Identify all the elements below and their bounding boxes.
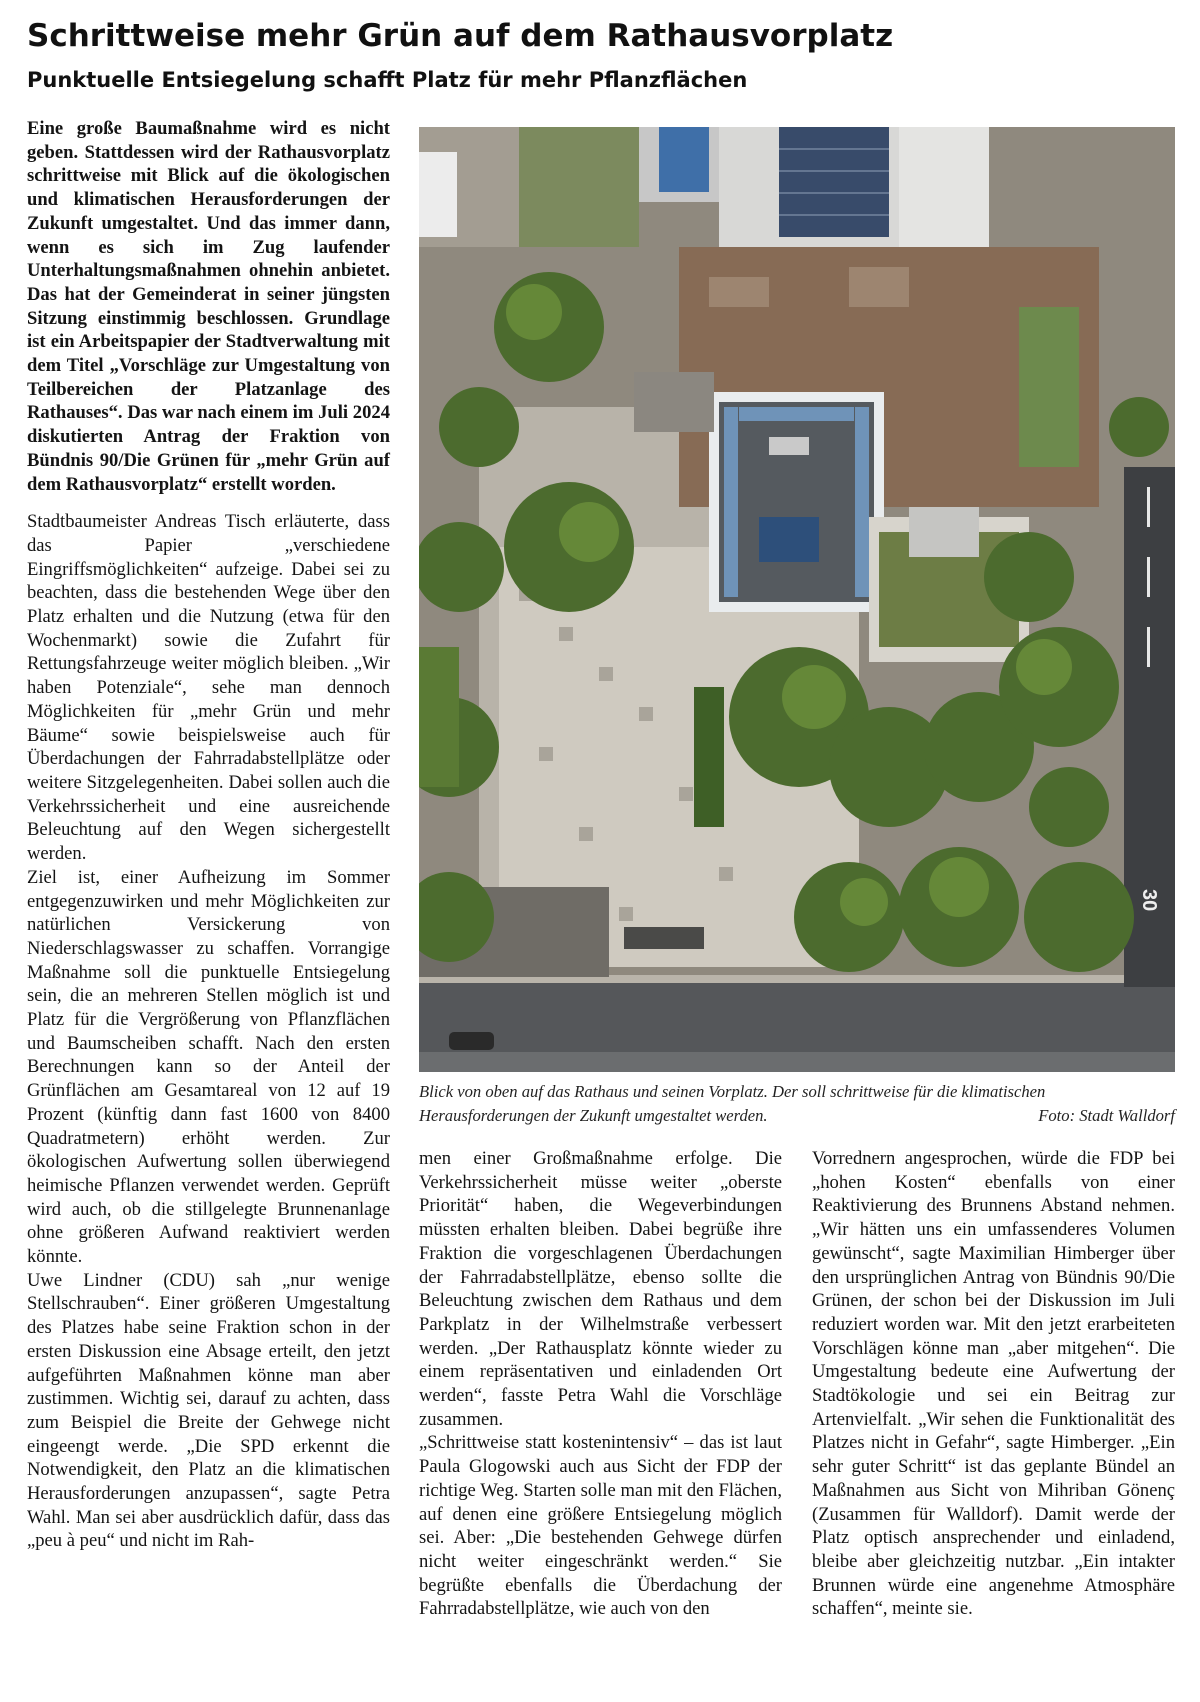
photo-credit: Foto: Stadt Walldorf (1038, 1106, 1175, 1125)
column-1 (27, 117, 390, 1553)
body-paragraph: Stadtbaumeister Andreas Tisch erläuterte, dass das Papier „verschiedene Eingriffsmöglichkeiten“ aufzeige. Dabei sei zu beachten, dass die bestehenden Wege über den Platz erhalten und die Nutzung (etwa für den Wochenmarkt) sowie die Zufahrt für Rettungsfahrzeuge weiter möglich bleiben. „Wir haben Potenziale“, sehe man dennoch Möglichkeiten für „mehr Grün und mehr Bäume“ sowie beispielsweise auch für Überdachungen der Fahrradabstellplätze oder weitere Sitzgelegenheiten. Dabei sollen auch die Verkehrssicherheit und eine ausreichende Beleuchtung auf den Wegen sichergestellt werden. (27, 511, 390, 865)
photo-caption (419, 1080, 1175, 1128)
aerial-photo (419, 127, 1175, 1072)
subheadline: Punktuelle Entsiegelung schafft Platz für mehr Pflanzflächen (27, 68, 748, 92)
column-3 (812, 1147, 1175, 1621)
body-paragraph: Vorrednern angesprochen, würde die FDP bei „hohen Kosten“ ebenfalls von einer Reaktivierung des Brunnens Abstand nehmen. „Wir hätten uns ein umfassenderes Volumen gewünscht“, sagte Maximilian Himberger über den ursprünglichen Antrag von Bündnis 90/Die Grünen, der schon bei der Diskussion im Juli reduziert worden war. Mit den jetzt erarbeiteten Vorschlägen könne man „aber mitgehen“. Die Umgestaltung bedeute eine Aufwertung der Stadtökologie und sei ein Beitrag zur Artenvielfalt. „Wir sehen die Funktionalität des Platzes nicht in Gefahr“, sagte Himberger. „Ein sehr guter Schritt“ ist das geplante Bündel an Maßnahmen aus Sicht von Mihriban Gönenç (Zusammen für Walldorf). Damit werde der Platz optisch ansprechender und einladend, bleibe aber gleichzeitig nutzbar. „Ein intakter Brunnen würde eine angenehme Atmosphäre schaffen“, meinte sie. (812, 1148, 1175, 1620)
body-paragraph: Uwe Lindner (CDU) sah „nur wenige Stellschrauben“. Einer größeren Umgestaltung des Platzes habe seine Fraktion schon in der ersten Diskussion eine Absage erteilt, den jetzt aufgeführten Maßnahmen könne man aber zustimmen. Wichtig sei, darauf zu achten, dass zum Beispiel die Breite der Gehwege nicht eingeengt werde. „Die SPD erkennt die Notwendigkeit, den Platz an die klimatischen Herausforderungen anzupassen“, sagte Petra Wahl. Man sei aber ausdrücklich dafür, dass das „peu à peu“ und nicht im Rah- (27, 1269, 390, 1552)
caption-text: Blick von oben auf das Rathaus und seinen Vorplatz. Der soll schrittweise für die klimatischen Herausforderungen der Zukunft umgestaltet werden. (419, 1082, 1046, 1125)
intro-paragraph: Eine große Baumaßnahme wird es nicht geben. Stattdessen wird der Rathausvorplatz schrittweise mit Blick auf die ökologischen und klimatischen Herausforderungen der Zukunft umgestaltet. Und das immer dann, wenn es sich im Zug laufender Unterhaltungsmaßnahmen ohnehin anbietet. Das hat der Gemeinderat in seiner jüngsten Sitzung einstimmig beschlossen. Grundlage ist ein Arbeitspapier der Stadtverwaltung mit dem Titel „Vorschläge zur Umgestaltung von Teilbereichen der Platzanlage des Rathauses“. Das war nach einem im Juli 2024 diskutierten Antrag der Fraktion von Bündnis 90/Die Grünen für „mehr Grün auf dem Rathausvorplatz“ erstellt worden. (27, 118, 390, 495)
body-paragraph: „Schrittweise statt kostenintensiv“ – das ist laut Paula Glogowski auch aus Sicht der FDP der richtige Weg. Starten solle man mit den Flächen, auf denen eine größere Entsiegelung möglich sei. Aber: „Die bestehenden Gehwege dürfen nicht weiter eingeschränkt werden.“ Sie begrüßte ebenfalls die Überdachung der Fahrradabstellplätze, wie auch von den (419, 1432, 782, 1620)
column-2 (419, 1147, 782, 1621)
headline: Schrittweise mehr Grün auf dem Rathausvorplatz (27, 18, 894, 54)
road-marking: 30 (1138, 889, 1160, 912)
body-paragraph: men einer Großmaßnahme erfolge. Die Verkehrssicherheit müsse weiter „oberste Priorität“ haben, die Wegeverbindungen müssten erhalten bleiben. Dabei begrüße ihre Fraktion die vorgeschlagenen Überdachungen der Fahrradabstellplätze, ebenso sollte die Beleuchtung zwischen dem Rathaus und dem Parkplatz in der Wilhelmstraße verbessert werden. „Der Rathausplatz könnte wieder zu einem repräsentativen und einladenden Ort werden“, fasste Petra Wahl die Vorschläge zusammen. (419, 1148, 782, 1430)
intro (27, 117, 390, 496)
body-paragraph: Ziel ist, einer Aufheizung im Sommer entgegenzuwirken und mehr Möglichkeiten zur natürlichen Versickerung von Niederschlagswasser zu schaffen. Vorrangige Maßnahme soll die punktuelle Entsiegelung sein, die an mehreren Stellen möglich ist und Platz für die Vergrößerung von Pflanzflächen und Baumscheiben schafft. Nach den ersten Berechnungen kann so der Anteil der Grünflächen am Gesamtareal von 12 auf 19 Prozent (künftig dann fast 1600 von 8400 Quadratmetern) erhöht werden. Zur ökologischen Aufwertung sollen überwiegend heimische Pflanzen verwendet werden. Geprüft wird auch, ob die stillgelegte Brunnenanlage ohne größeren Aufwand reaktiviert werden könnte. (27, 866, 390, 1268)
